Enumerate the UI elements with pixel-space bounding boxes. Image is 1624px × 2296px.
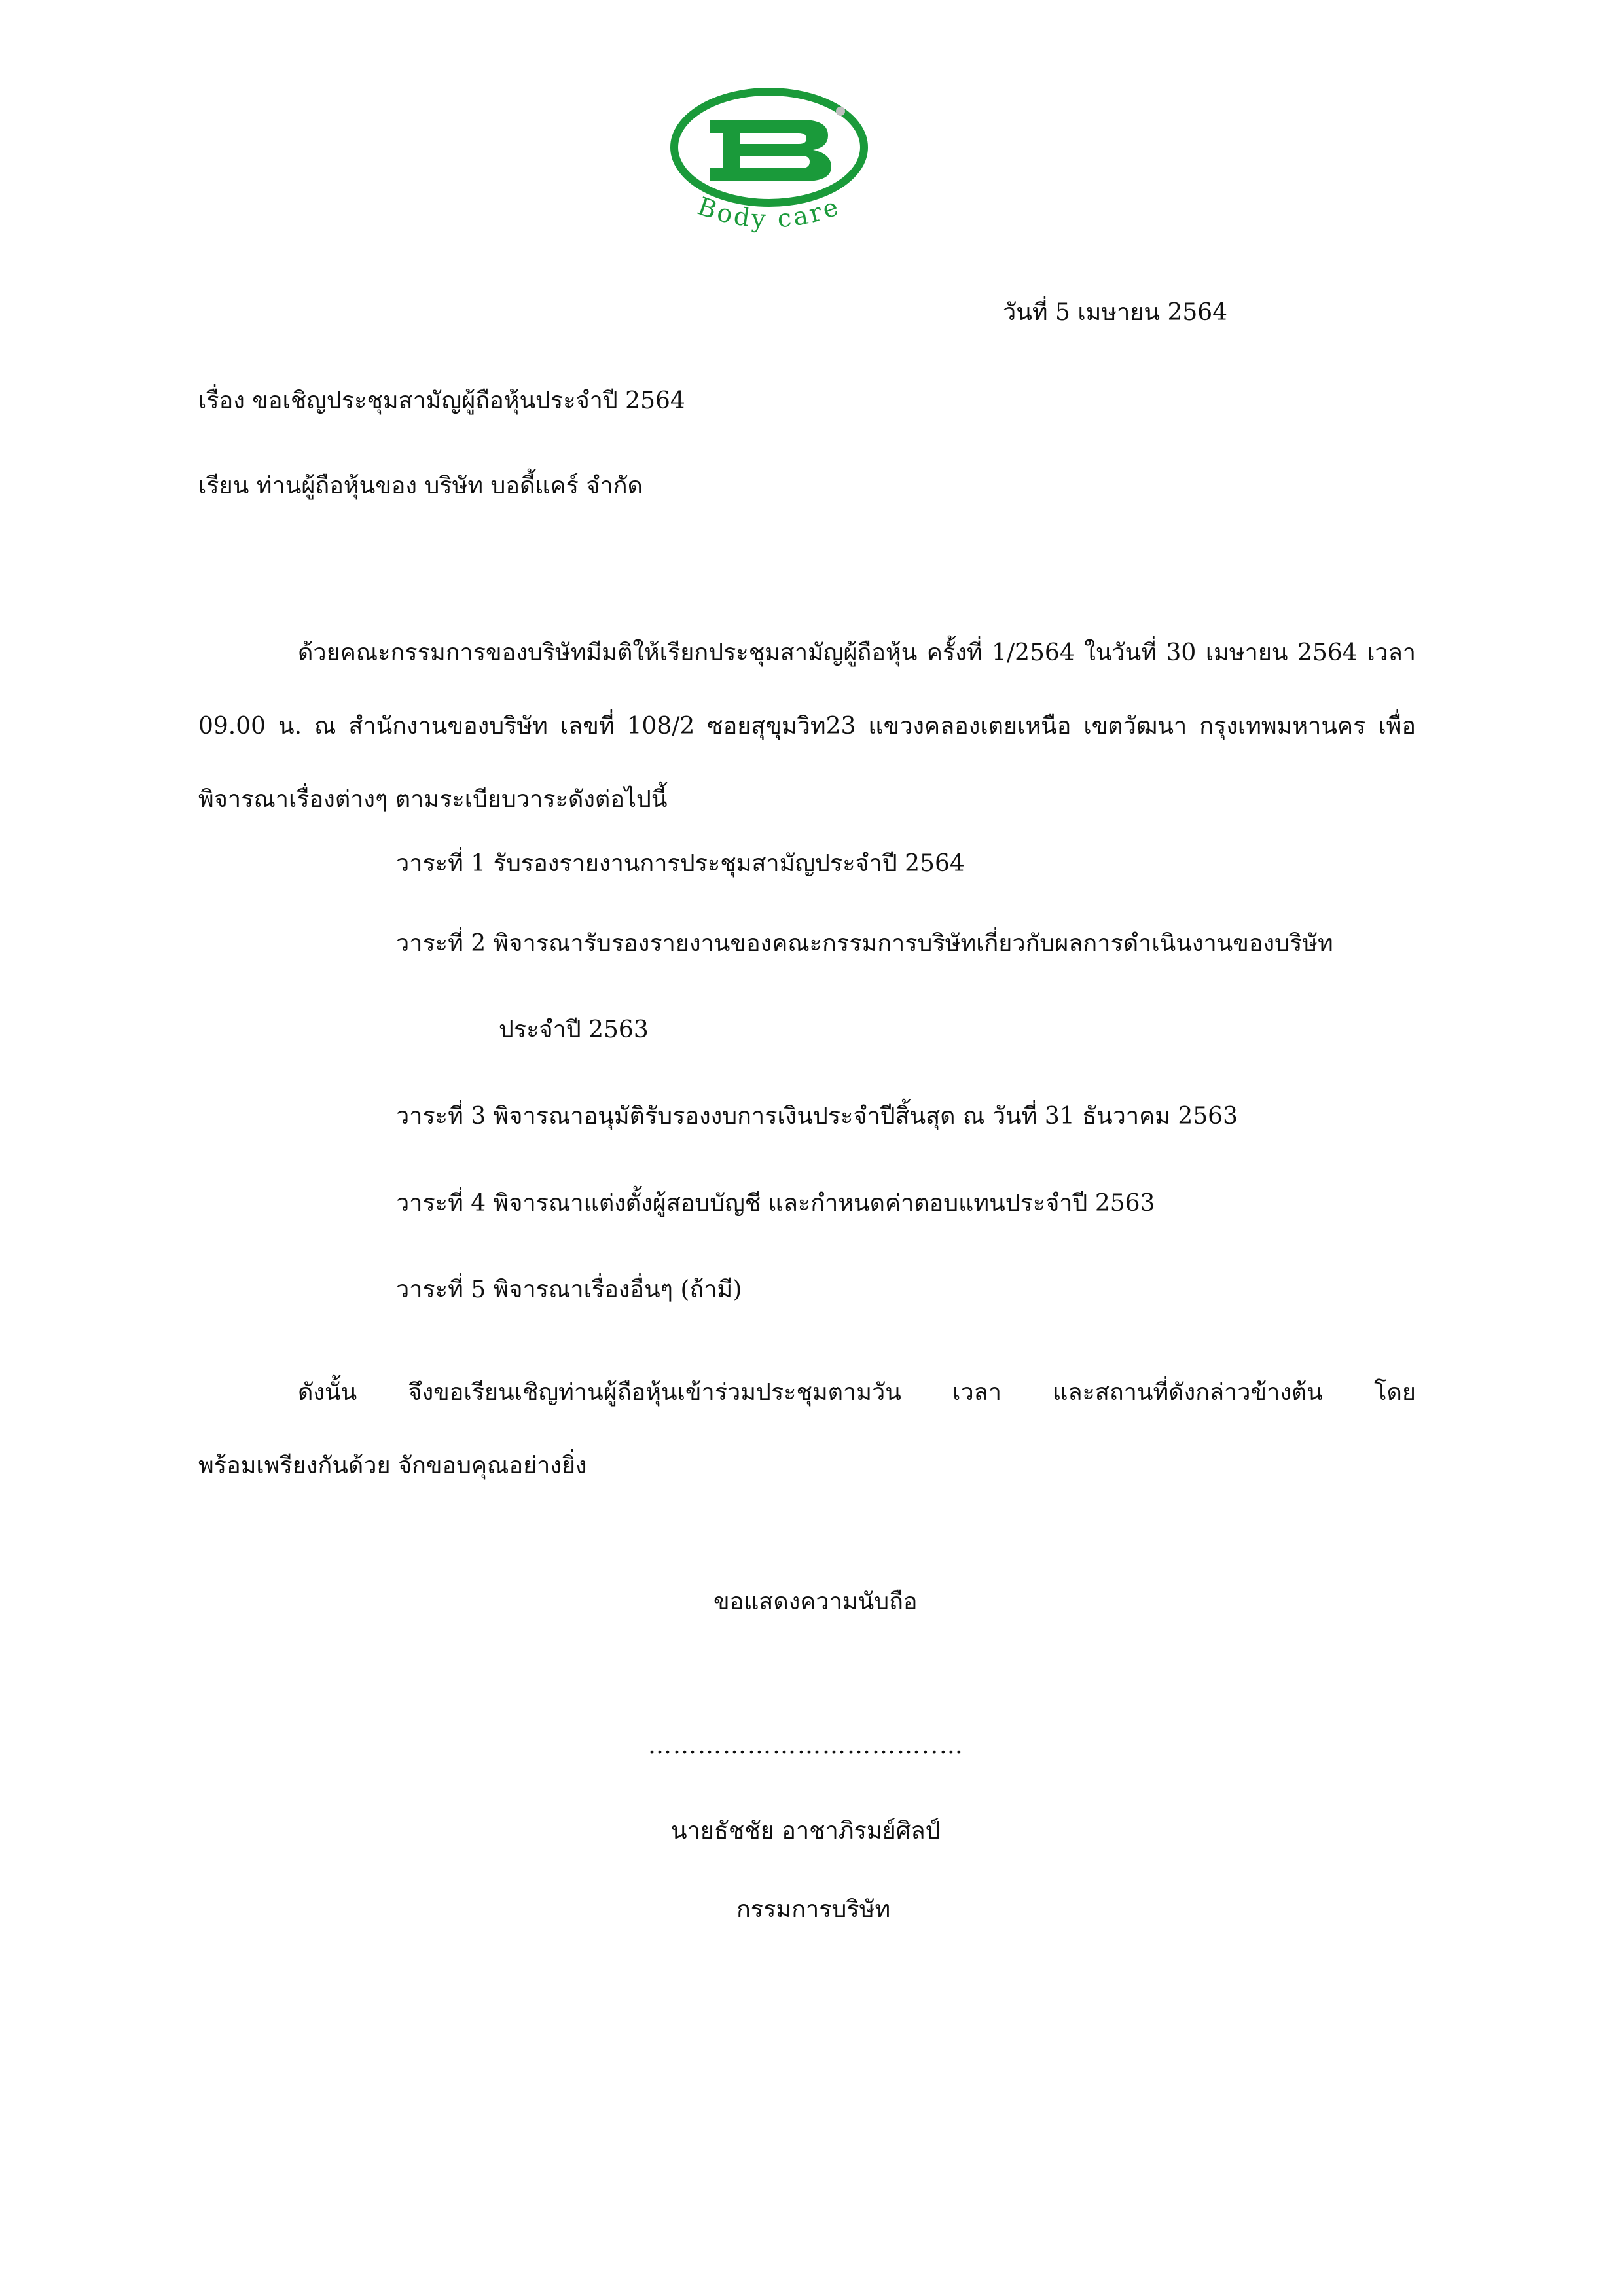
letter-subject: เรื่อง ขอเชิญประชุมสามัญผู้ถือหุ้นประจำปี 2564 — [198, 387, 685, 414]
agenda-item-2: วาระที่ 2 พิจารณารับรองรายงานของคณะกรรมการบริษัทเกี่ยวกับผลการดำเนินงานของบริษัท — [396, 930, 1333, 957]
intro-line-3: พิจารณาเรื่องต่างๆ ตามระเบียบวาระดังต่อไปนี้ — [198, 786, 668, 813]
agenda-item-2-continued: ประจำปี 2563 — [499, 1016, 649, 1043]
intro-line-1: ด้วยคณะกรรมการของบริษัทมีมติให้เรียกประชุมสามัญผู้ถือหุ้น ครั้งที่ 1/2564 ในวันที่ 30 เมษายน 2564 เวลา — [298, 639, 1416, 666]
signature-line: ……………………………..… — [648, 1732, 964, 1759]
closing-regards: ขอแสดงความนับถือ — [713, 1588, 918, 1615]
signer-title: กรรมการบริษัท — [736, 1896, 891, 1923]
closing-paragraph — [198, 1373, 1416, 1520]
body-care-logo — [661, 82, 877, 259]
intro-line-2: 09.00 น. ณ สำนักงานของบริษัท เลขที่ 108/2 ซอยสุขุมวิท23 แขวงคลองเตยเหนือ เขตวัฒนา กรุงเทพมหานคร เพื่อ — [198, 713, 1416, 740]
closing-line-1: ดังนั้น จึงขอเรียนเชิญท่านผู้ถือหุ้นเข้าร่วมประชุมตามวัน เวลา และสถานที่ดังกล่าวข้างต้น โดย — [298, 1379, 1416, 1406]
letter-recipient: เรียน ท่านผู้ถือหุ้นของ บริษัท บอดี้แคร์ จำกัด — [198, 473, 643, 499]
agenda-item-4: วาระที่ 4 พิจารณาแต่งตั้งผู้สอบบัญชี และกำหนดค่าตอบแทนประจำปี 2563 — [396, 1190, 1155, 1217]
logo-wordmark: Body care — [694, 191, 844, 234]
logo-b-emblem — [674, 92, 864, 203]
letter-date: วันที่ 5 เมษายน 2564 — [1003, 299, 1228, 326]
agenda-item-1: วาระที่ 1 รับรองรายงานการประชุมสามัญประจำปี 2564 — [396, 850, 965, 877]
signer-name: นายธัชชัย อาชาภิรมย์ศิลป์ — [671, 1818, 941, 1844]
agenda-item-3: วาระที่ 3 พิจารณาอนุมัติรับรองงบการเงินประจำปีสิ้นสุด ณ วันที่ 31 ธันวาคม 2563 — [396, 1103, 1238, 1130]
closing-line-2: พร้อมเพรียงกันด้วย จักขอบคุณอย่างยิ่ง — [198, 1452, 587, 1479]
agenda-item-5: วาระที่ 5 พิจารณาเรื่องอื่นๆ (ถ้ามี) — [396, 1276, 742, 1303]
intro-paragraph — [198, 634, 1416, 853]
